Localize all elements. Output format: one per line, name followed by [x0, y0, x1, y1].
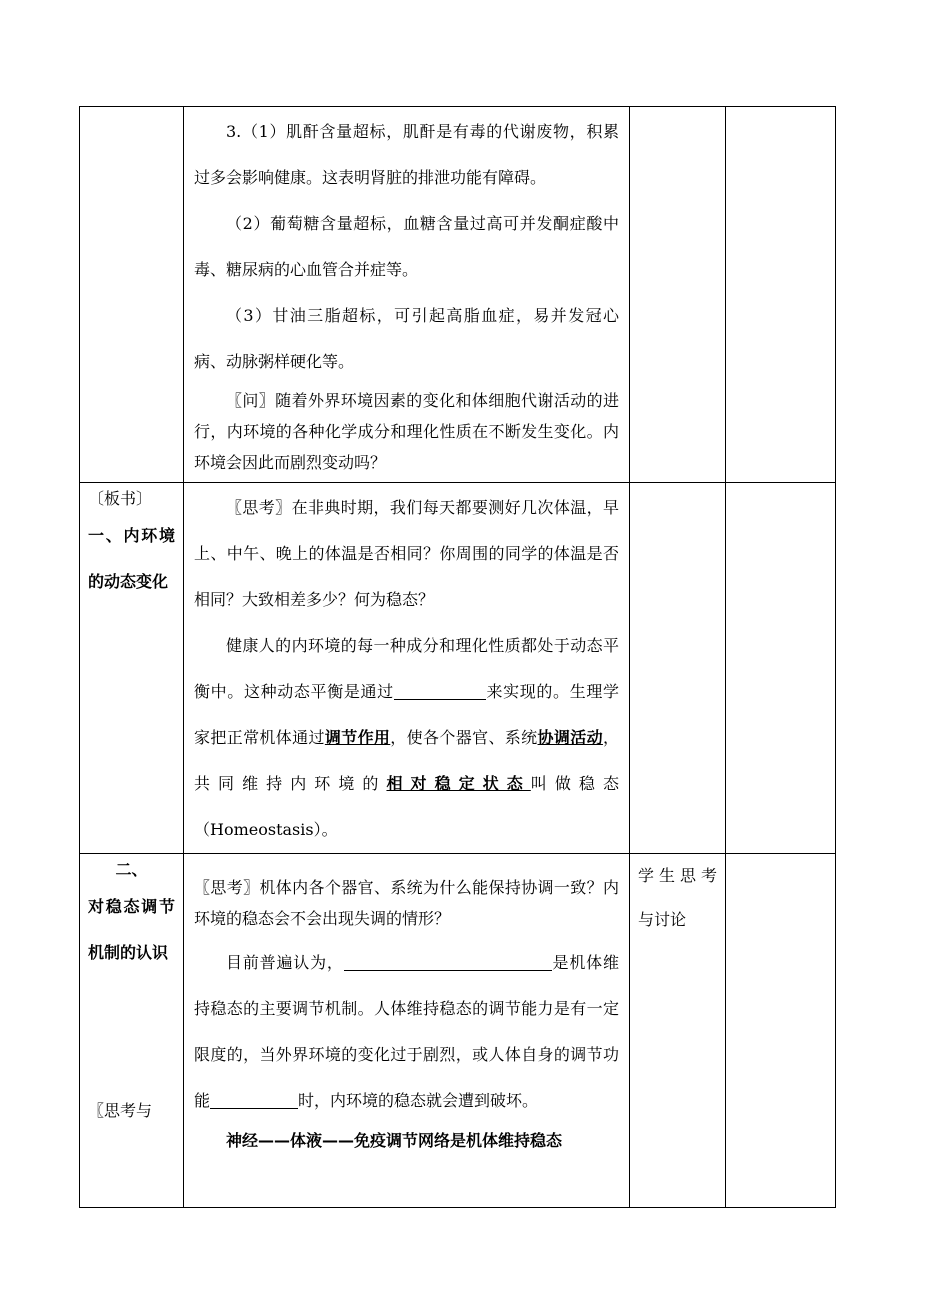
answer-text: 协调活动: [537, 728, 603, 747]
fill-blank[interactable]: [210, 1092, 298, 1109]
side-cell: [80, 107, 184, 483]
side-note: 〖思考与: [88, 1101, 153, 1120]
section-heading: 一、内环境的动态变化: [88, 526, 175, 591]
section-heading: 对稳态调节机制的认识: [88, 897, 175, 962]
activity-cell: [630, 483, 726, 854]
note-cell: [726, 483, 836, 854]
side-cell: [80, 483, 184, 854]
paragraph: 3.（1）肌酐含量超标，肌酐是有毒的代谢废物，积累过多会影响健康。这表明肾脏的排泄功能有障碍。: [194, 122, 619, 187]
table-row: [80, 854, 836, 1208]
content-cell: [184, 854, 630, 1208]
activity-text: 学生思考与讨论: [638, 866, 717, 929]
fill-blank[interactable]: [394, 683, 486, 700]
board-label: 〔板书〕: [88, 489, 153, 508]
paragraph: 〖问〗随着外界环境因素的变化和体细胞代谢活动的进行，内环境的各种化学成分和理化性质在不断发生变化。内环境会因此而剧烈变动吗？: [194, 391, 619, 472]
table-row: [80, 107, 836, 483]
paragraph: 健康人的内环境的每一种成分和理化性质都处于动态平衡中。这种动态平衡是通过 来实现的。生理学家把正常机体通过调节作用，使各个器官、系统协调活动，共同维持内环境的相对稳定状态叫做稳态（Homeostasis）。: [194, 636, 619, 839]
content-cell: [184, 107, 630, 483]
activity-cell: [630, 854, 726, 1208]
paragraph: 神经——体液——免疫调节网络是机体维持稳态: [226, 1131, 563, 1150]
answer-text: 调节作用: [324, 728, 391, 747]
table-row: [80, 483, 836, 854]
paragraph: （3）甘油三脂超标，可引起高脂血症，易并发冠心病、动脉粥样硬化等。: [194, 306, 619, 371]
paragraph: 〖思考〗在非典时期，我们每天都要测好几次体温，早上、中午、晚上的体温是否相同？你周围的同学的体温是否相同？大致相差多少？何为稳态？: [194, 498, 619, 609]
activity-cell: [630, 107, 726, 483]
fill-blank[interactable]: [344, 954, 552, 971]
paragraph: 目前普遍认为， 是机体维持稳态的主要调节机制。人体维持稳态的调节能力是有一定限度的，当外界环境的变化过于剧烈，或人体自身的调节功能 时，内环境的稳态就会遭到破坏。: [194, 953, 619, 1110]
answer-text: 相对稳定状态: [386, 774, 531, 793]
note-cell: [726, 107, 836, 483]
paragraph: 〖思考〗机体内各个器官、系统为什么能保持协调一致？内环境的稳态会不会出现失调的情形？: [194, 878, 619, 928]
content-cell: [184, 483, 630, 854]
paragraph: （2）葡萄糖含量超标，血糖含量过高可并发酮症酸中毒、糖尿病的心血管合并症等。: [194, 214, 619, 279]
side-cell: [80, 854, 184, 1208]
section-number: 二、: [115, 860, 148, 879]
note-cell: [726, 854, 836, 1208]
lesson-table: [79, 106, 836, 1208]
